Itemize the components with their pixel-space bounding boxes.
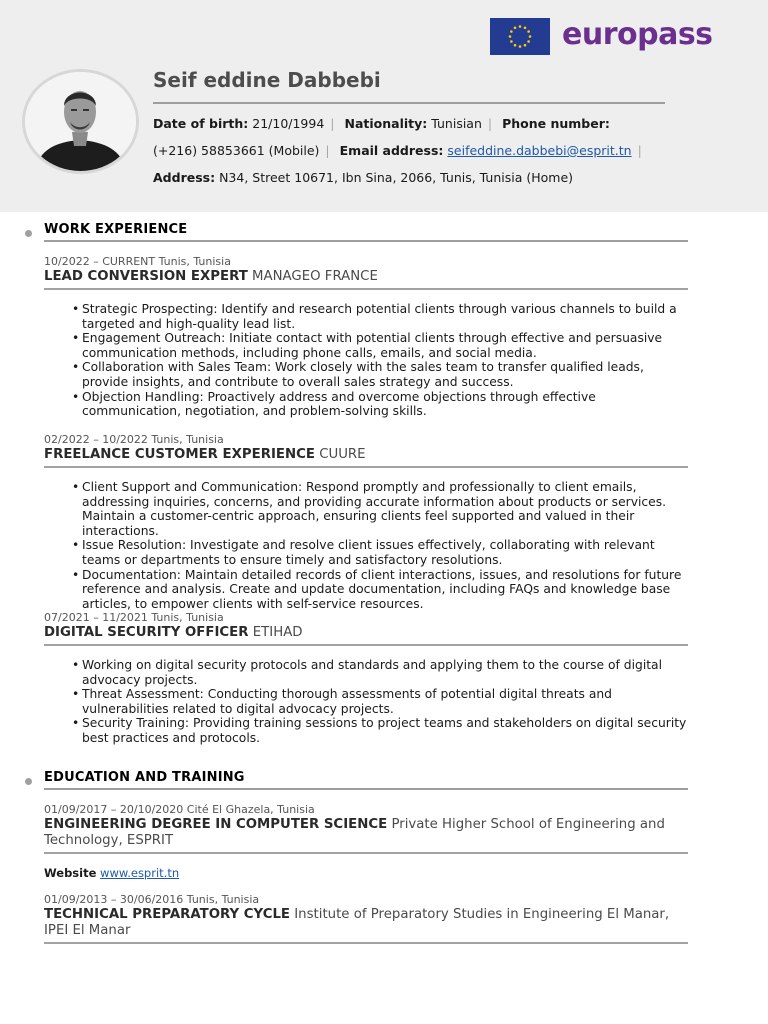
personal-info-line-1 [153,116,610,131]
education-meta: 01/09/2017 – 20/10/2020 Cité El Ghazela, Tunisia [44,803,315,816]
phone-label: Phone number: [502,116,610,131]
personal-info-line-2 [153,143,648,158]
education-title [44,907,684,939]
degree-name: ENGINEERING DEGREE IN COMPUTER SCIENCE [44,817,388,832]
email-link[interactable]: seifeddine.dabbebi@esprit.tn [447,143,632,158]
education-title [44,817,684,849]
personal-info-line-3 [153,170,573,185]
nationality-value: Tunisian [431,116,482,131]
website-link[interactable]: www.esprit.tn [100,866,180,880]
separator: | [325,143,330,158]
school-name: Private Higher School of Engineering and Technology, ESPRIT [44,817,665,848]
list-item: • Issue Resolution: Investigate and resolve client issues effectively, collaborating with relevant teams or departments to ensure timely and satisfactory resolutions. [62,538,690,567]
degree-name: TECHNICAL PREPARATORY CYCLE [44,907,291,922]
list-item: • Documentation: Maintain detailed records of client interactions, issues, and resolutions for future reference and analysis. Create and update documentation, including FAQs and knowledge base articles, to empower clients with self-service resources. [62,568,690,612]
job-duties-list [62,302,690,419]
job-employer: CUURE [319,447,366,462]
section-marker [25,778,32,785]
phone-value: (+216) 58853661 (Mobile) [153,143,320,158]
job-divider [44,644,688,646]
list-item: • Threat Assessment: Conducting thorough assessments of potential digital threats and vulnerabilities related to digital advocacy projects. [62,687,690,716]
separator: | [637,143,642,158]
name-divider [153,102,665,104]
list-item: • Objection Handling: Proactively address and overcome objections through effective communication, negotiation, and problem-solving skills. [62,390,690,419]
job-title [44,269,684,285]
list-item: • Engagement Outreach: Initiate contact with potential clients through effective and persuasive communication methods, including phone calls, emails, and social media. [62,331,690,360]
job-meta: 10/2022 – CURRENT Tunis, Tunisia [44,255,231,268]
dob-value: 21/10/1994 [252,116,325,131]
list-item: • Security Training: Providing training sessions to project teams and stakeholders on digital security best practices and protocols. [62,716,690,745]
person-name: Seif eddine Dabbebi [153,68,381,92]
job-role: LEAD CONVERSION EXPERT [44,269,248,284]
education-divider [44,852,688,854]
job-duties-list [62,658,690,746]
europass-logo: europass [562,17,713,52]
job-employer: MANAGEO FRANCE [252,269,378,284]
job-title [44,447,684,463]
address-value: N34, Street 10671, Ibn Sina, 2066, Tunis, Tunisia (Home) [219,170,574,185]
cv-header [0,0,768,212]
job-role: DIGITAL SECURITY OFFICER [44,625,249,640]
job-meta: 02/2022 – 10/2022 Tunis, Tunisia [44,433,224,446]
list-item: • Client Support and Communication: Respond promptly and professionally to client emails, addressing inquiries, concerns, and providing accurate information about products or services. Maintain a customer-centric approach, ensuring clients feel supported and valued in their interactions. [62,480,690,538]
section-divider [44,788,688,790]
separator: | [487,116,493,131]
website-label: Website [44,866,97,880]
education-divider [44,942,688,944]
separator: | [330,116,335,131]
profile-photo [22,69,139,174]
job-duties-list [62,480,690,611]
list-item: • Strategic Prospecting: Identify and research potential clients through various channels to build a targeted and high-quality lead list. [62,302,690,331]
address-label: Address: [153,170,216,185]
job-role: FREELANCE CUSTOMER EXPERIENCE [44,447,315,462]
job-meta: 07/2021 – 11/2021 Tunis, Tunisia [44,611,224,624]
section-marker [25,230,32,237]
job-title [44,625,684,641]
job-employer: ETIHAD [252,625,303,640]
education-heading: EDUCATION AND TRAINING [44,770,245,785]
education-meta: 01/09/2013 – 30/06/2016 Tunis, Tunisia [44,893,260,906]
nationality-label: Nationality: [344,116,428,131]
website-row [44,866,179,880]
job-divider [44,466,688,468]
job-divider [44,288,688,290]
list-item: • Collaboration with Sales Team: Work closely with the sales team to transfer qualified leads, provide insights, and contribute to overall sales strategy and success. [62,360,690,389]
eu-flag-icon [490,18,550,55]
dob-label: Date of birth: [153,116,249,131]
section-divider [44,240,688,242]
email-label: Email address: [339,143,444,158]
work-experience-heading: WORK EXPERIENCE [44,222,188,237]
list-item: • Working on digital security protocols and standards and applying them to the course of digital advocacy projects. [62,658,690,687]
school-name: Institute of Preparatory Studies in Engineering El Manar, IPEI El Manar [44,907,670,938]
